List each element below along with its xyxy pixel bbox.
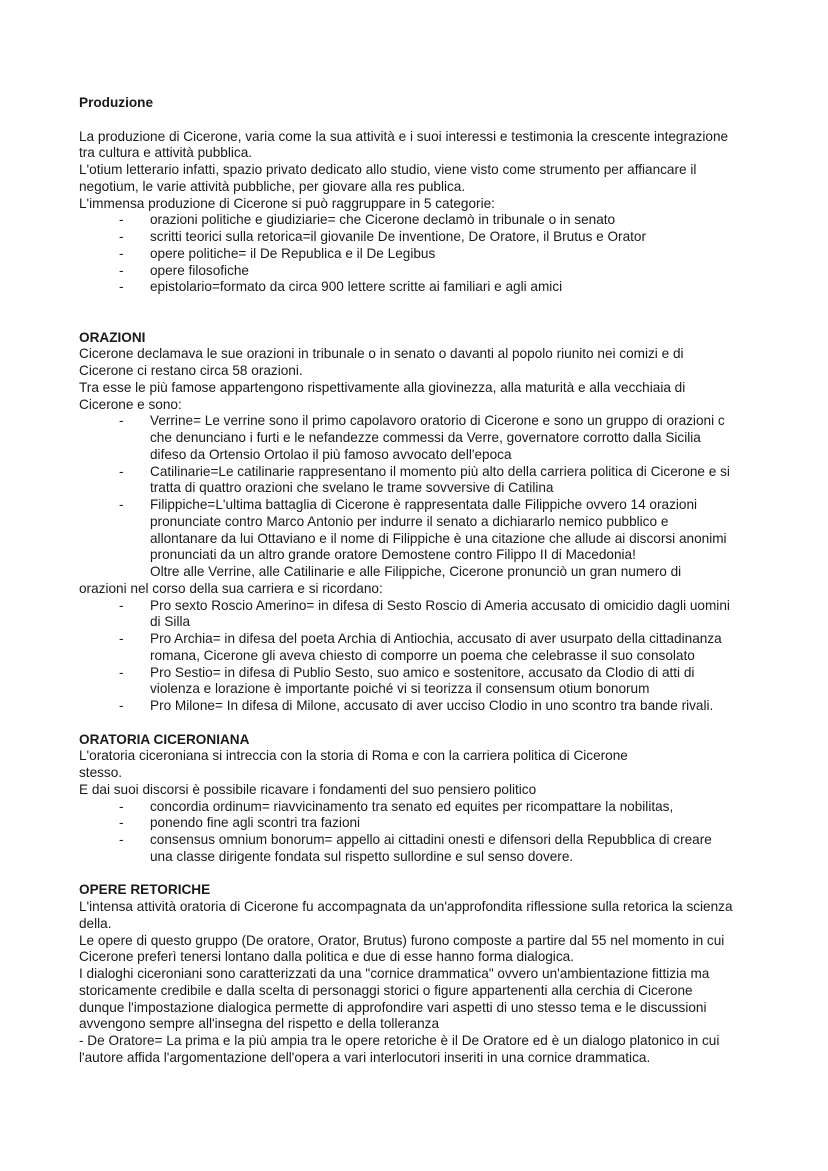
- bullet-dash-icon: -: [119, 463, 124, 479]
- list-item: [79, 229, 769, 246]
- paragraph-line: dunque l'impostazione dialogica permette di approfondire vari aspetti di uno stesso tema e le discussioni: [79, 999, 707, 1015]
- list-item-continuation: pronunciate contro Marco Antonio per indurre il senato a dichiararlo nemico pubblico e: [150, 513, 669, 529]
- bullet-dash-icon: -: [119, 245, 124, 261]
- list-item-text: orazioni politiche e giudiziarie= che Cicerone declamò in tribunale o in senato: [150, 212, 616, 228]
- paragraph-line: Tra esse le più famose appartengono rispettivamente alla giovinezza, alla maturità e alla vecchiaia di: [79, 379, 686, 395]
- list-item-continuation: violenza e lorazione è importante poiché vi si teorizza il consensum otium bonorum: [150, 681, 650, 697]
- list-item-text: consensus omnium bonorum= appello ai cittadini onesti e difensori della Repubblica di creare: [150, 832, 712, 847]
- bullet-dash-icon: -: [119, 664, 124, 680]
- list-item: [79, 631, 769, 648]
- bullet-dash-icon: -: [119, 262, 124, 278]
- bullet-dash-icon: -: [119, 413, 124, 429]
- list-item-continuation: difeso da Ortensio Ortolao il più famoso avvocato dell'epoca: [150, 446, 512, 462]
- document-page: [79, 95, 769, 1067]
- paragraph-line: Cicerone e sono:: [79, 396, 182, 412]
- paragraph-line: L'immensa produzione di Cicerone si può raggruppare in 5 categorie:: [79, 195, 495, 211]
- paragraph-line: L'otium letterario infatti, spazio privato dedicato allo studio, viene visto come strumento per affiancare il: [79, 162, 697, 177]
- paragraph-line: E dai suoi discorsi è possibile ricavare i fondamenti del suo pensiero politico: [79, 781, 537, 797]
- bullet-dash-icon: -: [119, 815, 124, 831]
- spacer: [79, 866, 769, 883]
- paragraph-line: La produzione di Cicerone, varia come la sua attività e i suoi interessi e testimonia la crescente integrazione: [79, 128, 729, 144]
- paragraph-line: L'intensa attività oratoria di Cicerone fu accompagnata da un'approfondita riflessione sulla retorica la scienza: [79, 899, 733, 914]
- bullet-dash-icon: -: [119, 279, 124, 295]
- paragraph-line: stesso.: [79, 765, 123, 780]
- list-item-text: ponendo fine agli scontri tra fazioni: [150, 815, 361, 831]
- paragraph-line: Oltre alle Verrine, alle Catilinarie e alle Filippiche, Cicerone pronunciò un gran numero di: [150, 564, 682, 579]
- list-item-text: scritti teorici sulla retorica=il giovanile De inventione, De Oratore, il Brutus e Orator: [150, 229, 646, 244]
- bullet-dash-icon: -: [119, 698, 124, 713]
- paragraph-line: Cicerone declamava le sue orazioni in tribunale o in senato o davanti al popolo riunito nei comizi e di: [79, 346, 684, 362]
- list-item-text: Pro Sestio= in difesa di Publio Sesto, suo amico e sostenitore, accusato da Clodio di atti di: [150, 664, 695, 680]
- list-item-text: opere filosofiche: [150, 262, 249, 278]
- bullet-dash-icon: -: [119, 832, 124, 847]
- list-item-text: Pro Archia= in difesa del poeta Archia di Antiochia, accusato di aver usurpato della cittadinanza: [150, 631, 722, 646]
- paragraph-line: L'oratoria ciceroniana si intreccia con la storia di Roma e con la carriera politica di Cicerone: [79, 748, 628, 764]
- bullet-dash-icon: -: [119, 497, 124, 512]
- list-item-continuation: romana, Cicerone gli aveva chiesto di comporre un poema che celebrasse il suo consolato: [150, 647, 695, 663]
- list-item-text: epistolario=formato da circa 900 lettere scritte ai familiari e agli amici: [150, 279, 563, 295]
- spacer: [79, 313, 769, 330]
- list-item: [79, 799, 769, 816]
- list-item-continuation: una classe dirigente fondata sul rispetto sullordine e sul senso dovere.: [150, 848, 574, 864]
- list-item-text: Pro sexto Roscio Amerino= in difesa di Sesto Roscio di Ameria accusato di omicidio dagli uomini: [150, 597, 730, 613]
- paragraph-line: storicamente credibile e dalla scelta di personaggi storici o figure appartenenti alla cerchia di Cicerone: [79, 982, 693, 998]
- spacer: [79, 715, 769, 732]
- paragraph-line: I dialoghi ciceroniani sono caratterizzati da una "cornice drammatica" ovvero un'ambientazione fittizia ma: [79, 966, 710, 981]
- list-item-continuation: tratta di quattro orazioni che svelano le trame sovversive di Catilina: [150, 480, 554, 496]
- bullet-dash-icon: -: [119, 229, 124, 244]
- list-item-text: Catilinarie=Le catilinarie rappresentano il momento più alto della carriera politica di Cicerone e si: [150, 463, 730, 479]
- spacer: [79, 296, 769, 313]
- section-heading-orazioni: ORAZIONI: [79, 329, 146, 345]
- list-item-text: concordia ordinum= riavvicinamento tra senato ed equites per ricompattare la nobilitas,: [150, 798, 674, 814]
- list-item: [79, 464, 769, 481]
- list-item: [79, 413, 769, 430]
- list-item-continuation: pronunciati da un altro grande oratore Demostene contro Filippo II di Macedonia!: [150, 547, 636, 563]
- paragraph-line: della.: [79, 915, 112, 931]
- paragraph-line: Cicerone ci restano circa 58 orazioni.: [79, 363, 303, 378]
- list-item-text: Verrine= Le verrine sono il primo capolavoro oratorio di Cicerone e sono un gruppo di orazioni c: [150, 413, 725, 429]
- paragraph-line: avvengono sempre all'insegna del rispetto e della tolleranza: [79, 1016, 440, 1032]
- list-item: [79, 212, 769, 229]
- list-item: [79, 665, 769, 682]
- paragraph-line: negotium, le varie attività pubbliche, per giovare alla res publica.: [79, 178, 466, 194]
- paragraph-line: - De Oratore= La prima e la più ampia tra le opere retoriche è il De Oratore ed è un dialogo platonico in cui: [79, 1033, 720, 1048]
- paragraph-line: tra cultura e attività pubblica.: [79, 145, 253, 161]
- paragraph-line: Cicerone preferì tenersi lontano dalla politica e due di esse hanno forma dialogica.: [79, 949, 574, 965]
- bullet-dash-icon: -: [119, 631, 124, 646]
- list-item: [79, 815, 769, 832]
- list-item-text: Pro Milone= In difesa di Milone, accusato di aver ucciso Clodio in uno scontro tra bande rivali.: [150, 698, 714, 713]
- list-item: [79, 279, 769, 296]
- paragraph-line: orazioni nel corso della sua carriera e si ricordano:: [79, 580, 383, 596]
- list-item: [79, 246, 769, 263]
- list-item-text: opere politiche= il De Republica e il De Legibus: [150, 245, 436, 261]
- spacer: [79, 112, 769, 129]
- section-heading-oratoria-ciceroniana: ORATORIA CICERONIANA: [79, 731, 250, 747]
- paragraph-line: Le opere di questo gruppo (De oratore, Orator, Brutus) furono composte a partire dal 55 nel momento in cui: [79, 932, 725, 948]
- section-heading-opere-retoriche: OPERE RETORICHE: [79, 882, 211, 898]
- bullet-dash-icon: -: [119, 212, 124, 228]
- bullet-dash-icon: -: [119, 597, 124, 613]
- section-heading-produzione: Produzione: [79, 95, 154, 110]
- paragraph-line: l'autore affida l'argomentazione dell'opera a vari interlocutori inseriti in una cornice drammatica.: [79, 1049, 651, 1065]
- list-item-continuation: di Silla: [150, 614, 191, 630]
- list-item: [79, 832, 769, 849]
- list-item-continuation: che denunciano i furti e le nefandezze commessi da Verre, governatore corrotto dalla Sicilia: [150, 430, 701, 445]
- bullet-dash-icon: -: [119, 798, 124, 814]
- list-item: [79, 497, 769, 514]
- list-item: [79, 698, 769, 715]
- list-item: [79, 598, 769, 615]
- list-item-text: Filippiche=L'ultima battaglia di Cicerone è rappresentata dalle Filippiche ovvero 14 orazioni: [150, 497, 698, 512]
- list-item: [79, 263, 769, 280]
- list-item-continuation: allontanare da lui Ottaviano e il nome di Filippiche è una citazione che allude ai discorsi anonimi: [150, 530, 727, 546]
